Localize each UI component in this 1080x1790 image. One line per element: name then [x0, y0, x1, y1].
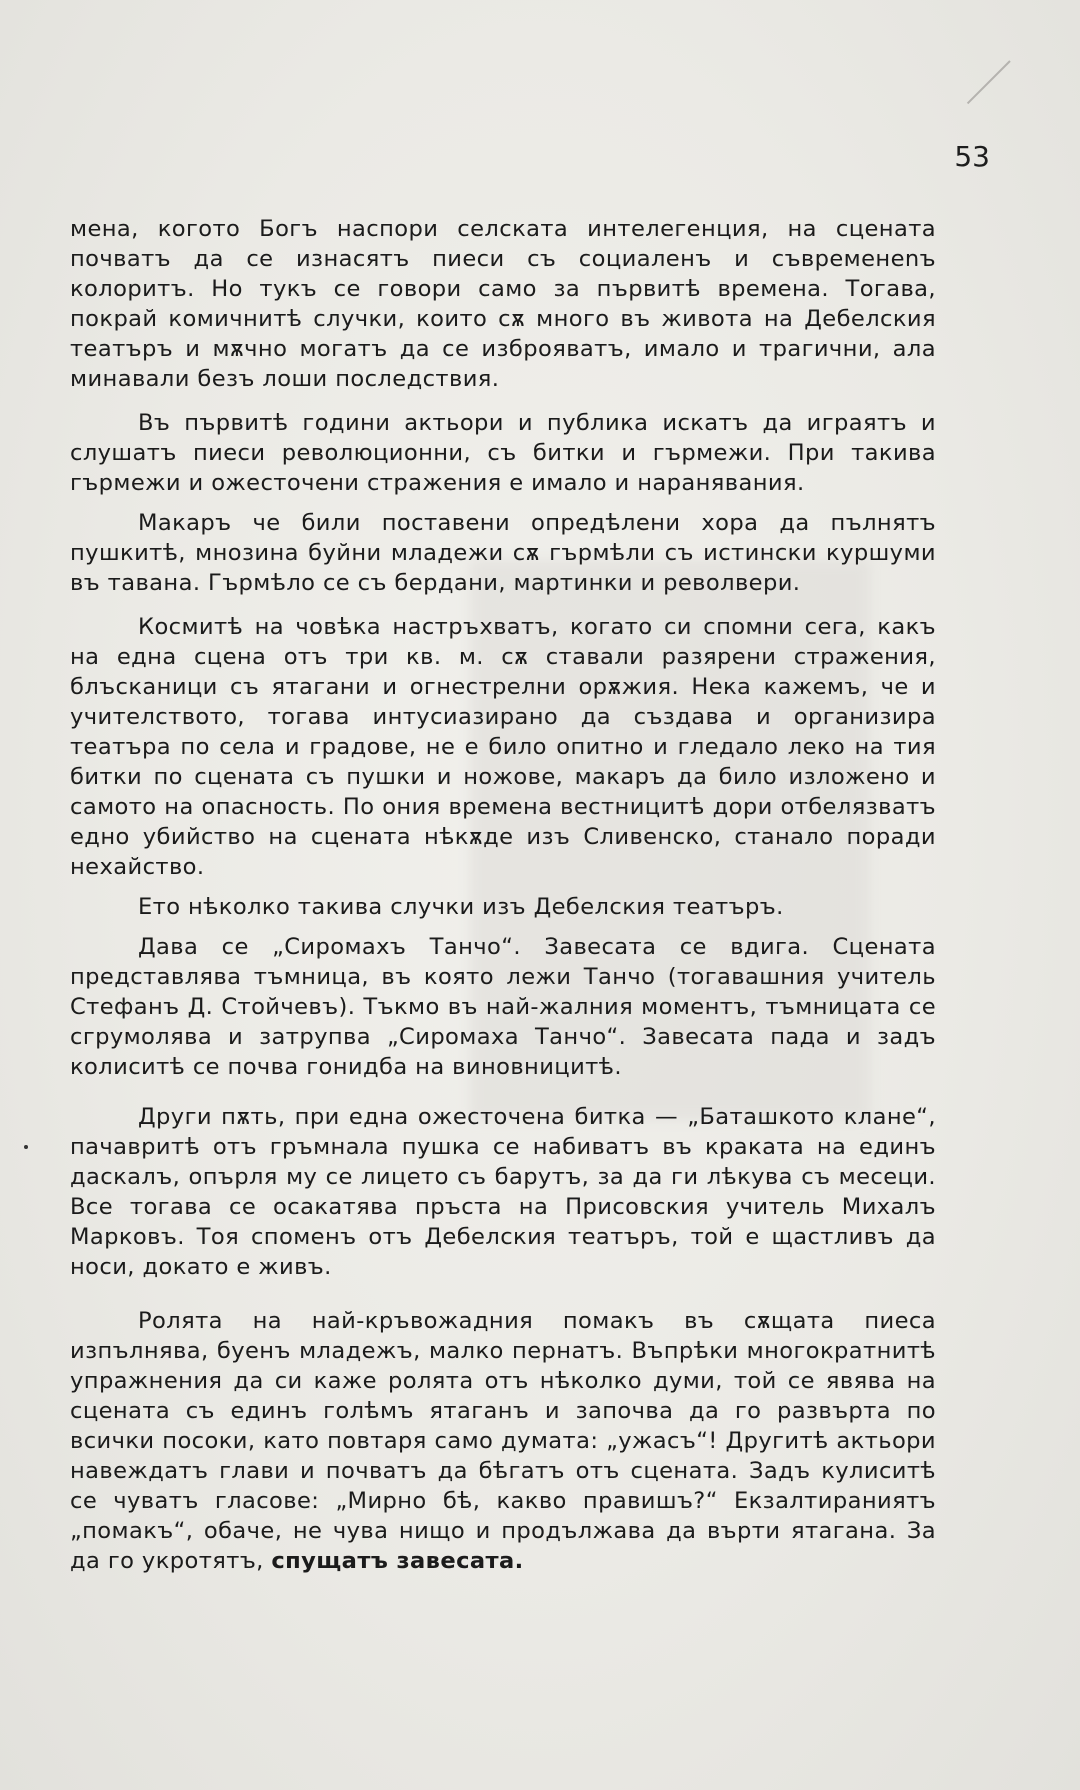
paragraph-5: Ето нѣколко такива случки изъ Дебелския театъръ.	[138, 894, 784, 920]
margin-dot	[24, 1145, 28, 1149]
page-number: 53	[954, 140, 990, 173]
body-text	[70, 214, 936, 1576]
paragraph-6: Дава се „Сиромахъ Танчо“. Завесата се вдига. Сцената представлява тъмница, въ която лежи Танчо (тогавашния учитель Стефанъ Д. Стойчевъ). Тъкмо въ най-жалния моментъ, тъмницата се сгрумолява и затрупва „Сиромаха Танчо“. Завесата пада и задъ колиситѣ се почва гонидба на виновницитѣ.	[70, 934, 936, 1080]
corner-pencil-mark	[967, 60, 1011, 104]
paragraph-4: Космитѣ на човѣка настръхватъ, когато си спомни сега, какъ на една сцена отъ три кв. м. сѫ ставали разярени стражения, блъсканици съ ятагани и огнестрелни орѫжия. Нека кажемъ, че и учителството, тогава интусиазирано да създава и организира театъра по села и градове, не е било опитно и гледало леко на тия битки по сцената съ пушки и ножове, макаръ да било изложено и самото на опасность. По ония времена вестницитѣ дори отбелязватъ едно убийство на сцената нѣкѫде изъ Сливенско, станало поради нехайство.	[70, 614, 936, 880]
paragraph-8-text: Ролята на най-кръвожадния помакъ въ сѫщата пиеса изпълнява, буенъ младежъ, малко пернатъ. Въпрѣки многократнитѣ упражнения да си каже ролята отъ нѣколко думи, той се явява на сцената съ единъ голѣмъ ятаганъ и започва да го развърта по всички посоки, като повтаря само думата: „ужасъ“! Другитѣ актьори навеждатъ глави и почватъ да бѣгатъ отъ сцената. Задъ кулиситѣ се чуватъ гласове: „Мирно бѣ, какво правишъ?“ Екзалтираниятъ „помакъ“, обаче, не чува нищо и продължава да върти ятагана. За да го укротятъ,	[70, 1308, 936, 1574]
paragraph-1: мена, когото Богъ наспори селската интелегенция, на сцената почватъ да се изнасятъ пиеси съ социаленъ и съвременenъ колоритъ. Но тукъ се говори само за първитѣ времена. Тогава, покрай комичнитѣ случки, които сѫ много въ живота на Дебелския театъръ и мѫчно могатъ да се изброяватъ, имало и трагични, ала минавали безъ лоши последствия.	[70, 216, 936, 392]
paragraph-3: Макаръ че били поставени опредѣлени хора да пълнятъ пушкитѣ, мнозина буйни младежи сѫ гърмѣли съ истински куршуми въ тавана. Гърмѣло се съ бердани, мартинки и револвери.	[70, 510, 936, 596]
paragraph-8	[70, 1306, 936, 1576]
paragraph-7: Други пѫть, при една ожесточена битка — „Баташкото клане“, пачавритѣ отъ гръмнала пушка се набиватъ въ краката на единъ даскалъ, опърля му се лицето съ барутъ, за да ги лѣкува съ месеци. Все тогава се осакатява пръста на Присовския учитель Михалъ Марковъ. Тоя споменъ отъ Дебелския театъръ, той е щастливъ да носи, докато е живъ.	[70, 1104, 936, 1280]
paragraph-8-final-words: спущатъ завесата.	[271, 1548, 524, 1574]
paragraph-2: Въ първитѣ години актьори и публика искатъ да играятъ и слушатъ пиеси революционни, съ битки и гърмежи. При такива гърмежи и ожесточени стражения е имало и наранявания.	[70, 410, 936, 496]
